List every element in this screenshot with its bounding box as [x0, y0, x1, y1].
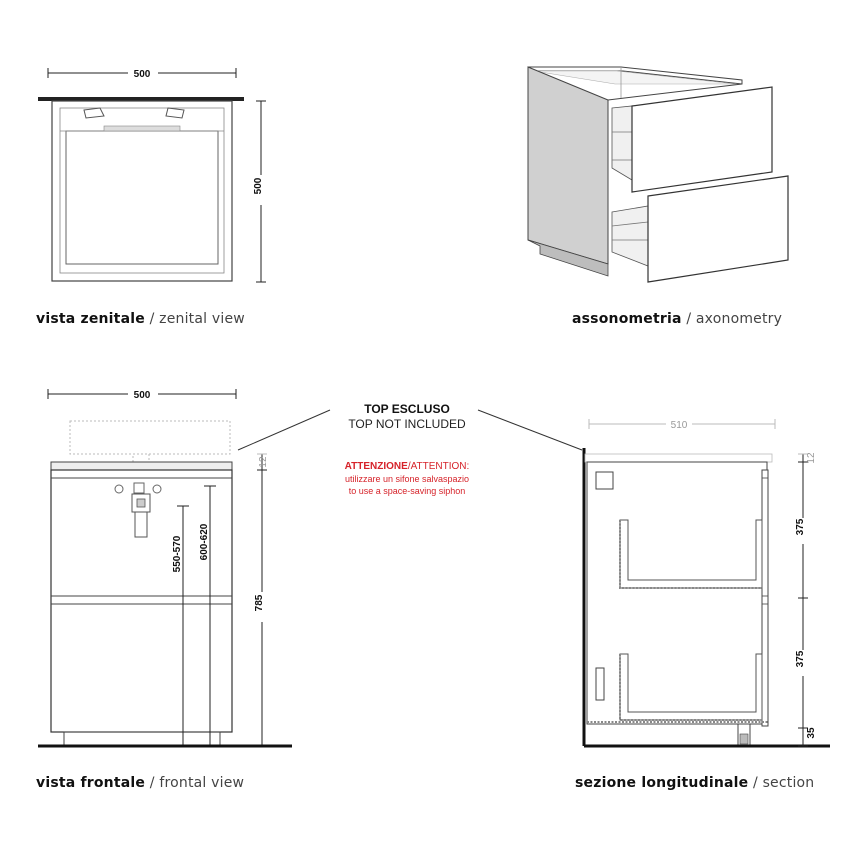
section-depth-label: 510 [670, 420, 688, 431]
caption-separator: / [752, 775, 758, 791]
axonometry-drawing [528, 67, 788, 282]
caption-section-it: sezione longitudinale [575, 775, 749, 791]
caption-separator: / [149, 311, 155, 327]
zenital-depth-dimension [253, 101, 268, 282]
siphon-dim-a: 550-570 [172, 535, 183, 573]
caption-separator: / [149, 775, 155, 791]
section-top-thickness: 12 [806, 452, 817, 464]
cabinet-side-panel [528, 67, 608, 264]
washbasin-outline-dashed [70, 421, 230, 454]
caption-axonometry-it: assonometria [572, 311, 682, 327]
caption-separator: / [686, 311, 692, 327]
notes-block [345, 402, 470, 496]
attention-it: ATTENZIONE [344, 461, 408, 472]
siphon-dim-b: 600-620 [199, 523, 210, 561]
frontal-height-dimension [254, 454, 269, 746]
zenital-width-dimension [48, 65, 236, 80]
frontal-view-drawing [38, 386, 292, 746]
lower-drawer-axo [612, 176, 788, 282]
attention-en: ATTENTION: [410, 461, 470, 472]
zenital-width-label: 500 [133, 69, 151, 80]
zenital-depth-label: 500 [253, 177, 264, 195]
attention-separator: / [407, 461, 411, 472]
caption-axonometry-en: axonometry [695, 311, 783, 327]
frontal-top-thickness: 12 [258, 456, 269, 468]
section-plinth: 35 [806, 727, 817, 739]
caption-axonometry [572, 311, 782, 327]
section-upper-drawer: 375 [795, 518, 806, 536]
upper-drawer-section [620, 520, 762, 588]
caption-frontal-en: frontal view [159, 775, 245, 791]
caption-section-en: section [762, 775, 815, 791]
attention-line1: utilizzare un sifone salvaspazio [344, 474, 470, 484]
caption-section [575, 775, 814, 791]
section-depth-dimension [589, 417, 775, 431]
caption-frontal-it: vista frontale [36, 775, 146, 791]
caption-zenital-en: zenital view [159, 311, 245, 327]
svg-text:ATTENZIONE/ATTENTION: [345, 461, 470, 472]
cabinet-section [587, 462, 767, 724]
section-lower-drawer: 375 [795, 650, 806, 668]
caption-zenital-view [36, 311, 245, 327]
frontal-height-label: 785 [254, 594, 265, 612]
top-excluded-en: TOP NOT INCLUDED [348, 417, 466, 431]
caption-frontal-view [36, 775, 244, 791]
frontal-width-dimension [48, 386, 236, 401]
caption-zenital-it: vista zenitale [36, 311, 145, 327]
section-height-dimensions [795, 452, 817, 746]
zenital-view-drawing [38, 65, 268, 282]
upper-drawer-axo [612, 87, 772, 192]
top-excluded-it: TOP ESCLUSO [364, 402, 450, 416]
lower-drawer-section [587, 654, 768, 722]
section-view-drawing [584, 417, 830, 746]
frontal-width-label: 500 [133, 390, 151, 401]
attention-line2: to use a space-saving siphon [348, 486, 466, 496]
